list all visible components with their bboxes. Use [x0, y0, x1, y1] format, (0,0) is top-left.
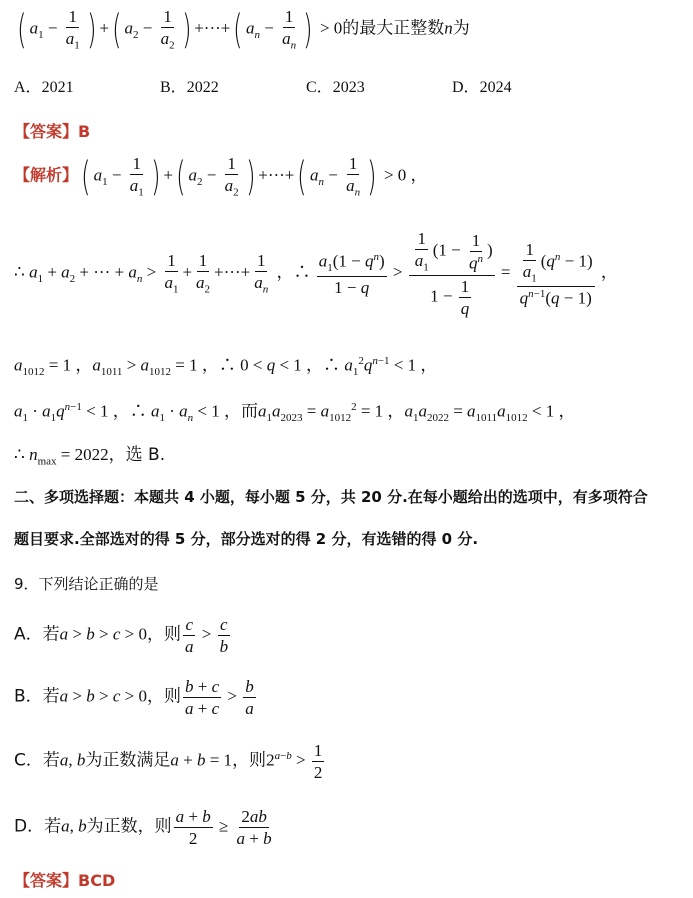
q8-option-b: B．2022	[160, 79, 219, 96]
section-header-line1: 二、多项选择题：本题共 4 小题，每小题 5 分，共 20 分.在每小题给出的选项中，有多项符合	[14, 488, 648, 506]
q9-stem: 9．下列结论正确的是	[14, 575, 159, 593]
q9-answer	[14, 873, 115, 890]
q8-analysis-line1: 【解析】( $a_1$ − $\frac{1}{a_1}$ ) +( $a_2$ − $\frac{1}{a_2}$ ) +···+( $a_n$ − $\frac{1}{a_n}$ ) > 0 ，	[14, 153, 428, 200]
q8-answer-value: B	[78, 122, 91, 141]
section-header-line2: 题目要求.全部选对的得 5 分，部分选对的得 2 分，有选错的得 0 分.	[14, 530, 479, 548]
q8-analysis-line5: ∴ $n_{max} = 2022$，选 B.	[14, 445, 166, 468]
q8-analysis-label: 【解析】	[14, 165, 79, 185]
q8-answer	[14, 124, 90, 141]
q9-option-d: D．若a, b为正数，则 $\frac{a + b}{2}$ ≥ $\frac{2ab}{a + b}$	[14, 807, 272, 848]
q8-and-text: 而	[241, 401, 258, 422]
q8-stem-var: n	[444, 18, 453, 38]
q9-answer-value: BCD	[78, 871, 116, 890]
q8-stem: ( $a_1$ − $\frac{1}{a_1}$ ) +( $a_2$ − $\frac{1}{a_2}$ ) +···+( $a_n$ − $\frac{1}{a_n}$ ) > 0的最大正整数n为	[17, 6, 470, 53]
q9-option-a: A．若a > b > c > 0，则 $\frac{c}{a}$ > $\frac{c}{b}$	[14, 615, 229, 656]
q8-analysis-line4: $a_1 \cdot a_1q^{n-1} < 1$ ，∴ $a_1 \cdot a_n < 1$ ，而$a_1a_{2023} = a_{1012}^2 = 1$ ，$a_1a_{2022} = a_{1011}a_{1012} < 1$ ，	[14, 401, 576, 425]
q8-option-c: C．2023	[306, 79, 365, 96]
q8-options	[14, 80, 598, 96]
q9-option-c: C．若a, b为正数满足a + b = 1，则$2^{a-b}$ > $\frac{1}{2}$	[14, 741, 323, 782]
q8-choose-text: ，选 B.	[108, 445, 166, 465]
q8-analysis-line3: $a_{1012} = 1$ ，$a_{1011} > a_{1012} = 1$ ，∴ 0 < q < 1 ，∴ $a_1^2q^{n-1} < 1$ ，	[14, 355, 438, 379]
q8-answer-label: 【答案】	[14, 122, 79, 141]
q8-stem-end: 为	[452, 18, 470, 39]
q9-answer-label: 【答案】	[14, 871, 79, 890]
q9-option-b: B．若a > b > c > 0，则 $\frac{b + c}{a + c}$ > $\frac{b}{a}$	[14, 677, 254, 718]
q8-analysis-line2: ∴ $a_1 + a_2$ + ··· + $a_n$ > $\frac{1}{a_1}$ + $\frac{1}{a_2}$ +···+ $\frac{1}{a_n}$ ，∴ $\frac{a_1(1 - q^n)}{1 - q}$ > $\frac{1}{a_1}$ (1 − $\frac{1}{q^n}$ ) 1 − $\frac{1}{q}$ = $\frac{1}{a_1}$ $(q^n - 1)$ $q^{n-1}(q - 1)$ ，	[14, 229, 618, 319]
q8-option-a: A．2021	[14, 79, 74, 96]
q8-option-d: D．2024	[452, 79, 512, 96]
q8-stem-text: 的最大正整数	[342, 18, 445, 39]
